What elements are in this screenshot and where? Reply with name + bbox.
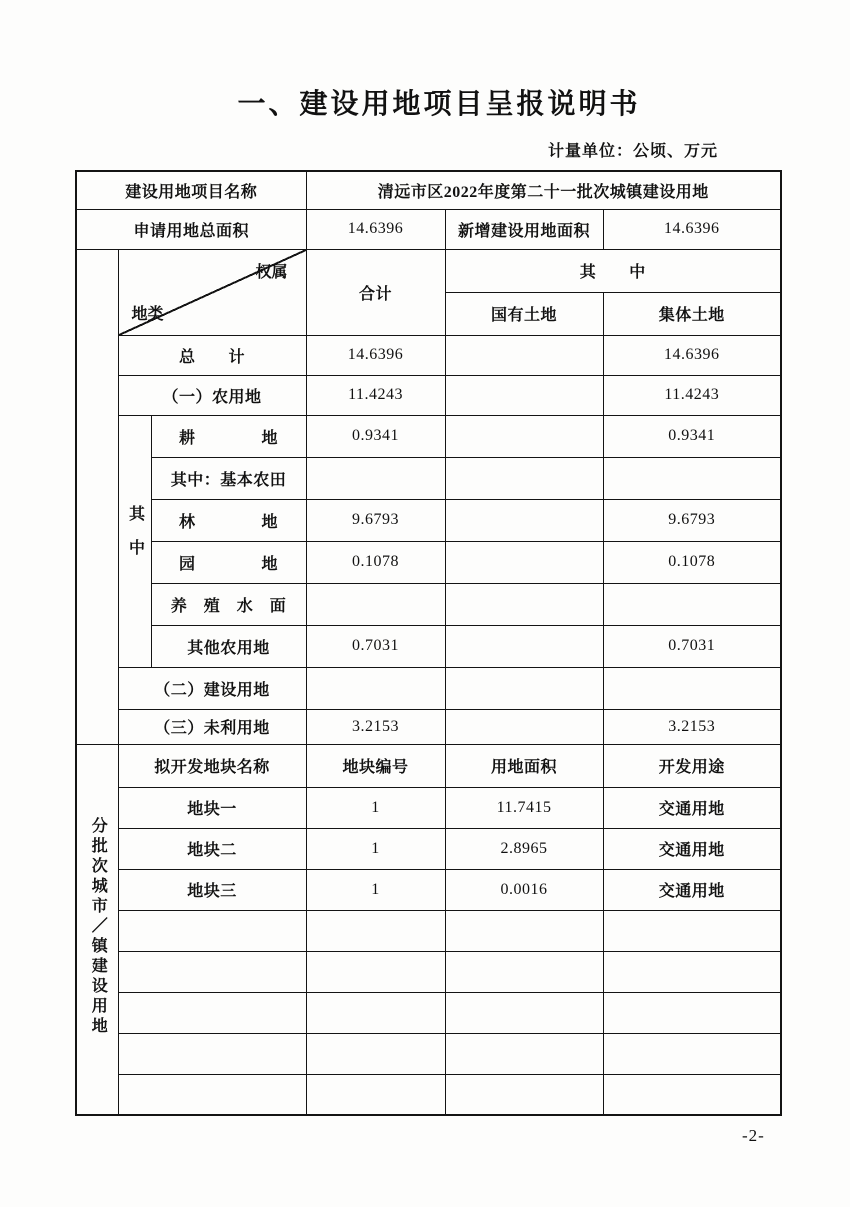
empty-row [76, 992, 781, 1033]
row-total-label: 总 计 [118, 335, 306, 375]
row-cultivated-label: 耕 地 [151, 415, 306, 457]
diagonal-divider [119, 250, 306, 335]
row-forest-collective: 9.6793 [603, 499, 781, 541]
empty-cell [445, 1033, 603, 1074]
row-agricultural-state [445, 375, 603, 415]
row-other-agricultural-state [445, 625, 603, 667]
row-construction-collective [603, 667, 781, 709]
parcel-3-area: 0.0016 [445, 869, 603, 910]
empty-cell [118, 1074, 306, 1115]
empty-cell [603, 992, 781, 1033]
parcel-3-number: 1 [306, 869, 445, 910]
row-basic-farmland-sum [306, 457, 445, 499]
parcel-3-name: 地块三 [118, 869, 306, 910]
row-agricultural-collective: 11.4243 [603, 375, 781, 415]
unit-note: 计量单位：公顷、万元 [547, 143, 718, 160]
project-name-label: 建设用地项目名称 [76, 171, 306, 209]
row-total-collective: 14.6396 [603, 335, 781, 375]
parcel-2-use: 交通用地 [603, 828, 781, 869]
table-row [76, 335, 781, 375]
applied-area-label: 申请用地总面积 [76, 209, 306, 249]
row-forest-label: 林 地 [151, 499, 306, 541]
empty-cell [306, 992, 445, 1033]
land-type-label: 地类 [131, 305, 164, 323]
row-basic-farmland-state [445, 457, 603, 499]
row-other-agricultural-collective: 0.7031 [603, 625, 781, 667]
row-garden-sum: 0.1078 [306, 541, 445, 583]
dev-header-name: 拟开发地块名称 [118, 744, 306, 787]
batch-vertical-cell [76, 744, 118, 1115]
table-row [76, 499, 781, 541]
row-garden-label: 园 地 [151, 541, 306, 583]
state-land-header: 国有土地 [445, 293, 603, 336]
row-unused-sum: 3.2153 [306, 709, 445, 744]
dev-header-row [76, 744, 781, 787]
among-column-header: 其 中 [445, 249, 781, 293]
left-spacer-cell [76, 249, 118, 744]
table-row [76, 583, 781, 625]
empty-cell [118, 910, 306, 951]
row-total-state [445, 335, 603, 375]
empty-cell [306, 951, 445, 992]
page-title: 一、建设用地项目呈报说明书 [237, 89, 641, 120]
table-row [76, 667, 781, 709]
empty-cell [603, 1074, 781, 1115]
table-row [76, 709, 781, 744]
row-unused-collective: 3.2153 [603, 709, 781, 744]
table-row [76, 457, 781, 499]
row-forest-sum: 9.6793 [306, 499, 445, 541]
dev-header-area: 用地面积 [445, 744, 603, 787]
empty-cell [445, 992, 603, 1033]
empty-row [76, 1033, 781, 1074]
row-cultivated-state [445, 415, 603, 457]
empty-cell [306, 910, 445, 951]
new-construction-value: 14.6396 [603, 209, 781, 249]
empty-cell [118, 951, 306, 992]
dev-row [76, 787, 781, 828]
parcel-2-area: 2.8965 [445, 828, 603, 869]
row-forest-state [445, 499, 603, 541]
empty-cell [445, 910, 603, 951]
empty-cell [603, 1033, 781, 1074]
row-aquaculture-sum [306, 583, 445, 625]
parcel-2-number: 1 [306, 828, 445, 869]
parcel-2-name: 地块二 [118, 828, 306, 869]
row-agricultural-sum: 11.4243 [306, 375, 445, 415]
among-vertical-cell [118, 415, 151, 667]
row-basic-farmland-label: 其中：基本农田 [151, 457, 306, 499]
table-row [76, 541, 781, 583]
empty-cell [118, 992, 306, 1033]
project-name-value: 清远市区2022年度第二十一批次城镇建设用地 [306, 171, 781, 209]
empty-cell [306, 1074, 445, 1115]
among-vertical-label: 其中 [126, 504, 144, 573]
parcel-3-use: 交通用地 [603, 869, 781, 910]
empty-cell [603, 910, 781, 951]
empty-row [76, 910, 781, 951]
row-cultivated-collective: 0.9341 [603, 415, 781, 457]
dev-header-use: 开发用途 [603, 744, 781, 787]
collective-land-header: 集体土地 [603, 293, 781, 336]
matrix-header-row [76, 249, 781, 293]
row-aquaculture-collective [603, 583, 781, 625]
table-row [76, 415, 781, 457]
parcel-1-use: 交通用地 [603, 787, 781, 828]
parcel-1-number: 1 [306, 787, 445, 828]
diagonal-header-cell [118, 249, 306, 335]
row-cultivated-sum: 0.9341 [306, 415, 445, 457]
row-garden-state [445, 541, 603, 583]
row-construction-state [445, 667, 603, 709]
empty-row [76, 1074, 781, 1115]
page-number: -2- [742, 1126, 765, 1145]
row-unused-state [445, 709, 603, 744]
row-other-agricultural-sum: 0.7031 [306, 625, 445, 667]
dev-row [76, 869, 781, 910]
row-construction-label: （二）建设用地 [118, 667, 306, 709]
table-row [76, 625, 781, 667]
empty-cell [603, 951, 781, 992]
empty-cell [445, 1074, 603, 1115]
parcel-1-area: 11.7415 [445, 787, 603, 828]
row-aquaculture-state [445, 583, 603, 625]
empty-row [76, 951, 781, 992]
row-construction-sum [306, 667, 445, 709]
empty-cell [306, 1033, 445, 1074]
table-row [76, 171, 781, 209]
applied-area-value: 14.6396 [306, 209, 445, 249]
row-other-agricultural-label: 其他农用地 [151, 625, 306, 667]
empty-cell [118, 1033, 306, 1074]
row-unused-label: （三）未利用地 [118, 709, 306, 744]
total-column-header: 合计 [306, 249, 445, 335]
dev-header-number: 地块编号 [306, 744, 445, 787]
row-basic-farmland-collective [603, 457, 781, 499]
row-aquaculture-label: 养 殖 水 面 [151, 583, 306, 625]
parcel-1-name: 地块一 [118, 787, 306, 828]
dev-row [76, 828, 781, 869]
empty-cell [445, 951, 603, 992]
row-total-sum: 14.6396 [306, 335, 445, 375]
row-agricultural-label: （一）农用地 [118, 375, 306, 415]
ownership-label: 权属 [255, 263, 288, 281]
table-row [76, 375, 781, 415]
row-garden-collective: 0.1078 [603, 541, 781, 583]
land-report-table [75, 170, 782, 1116]
batch-vertical-label: 分批次城市／镇建设用地 [89, 816, 107, 1037]
new-construction-label: 新增建设用地面积 [445, 209, 603, 249]
table-row [76, 209, 781, 249]
